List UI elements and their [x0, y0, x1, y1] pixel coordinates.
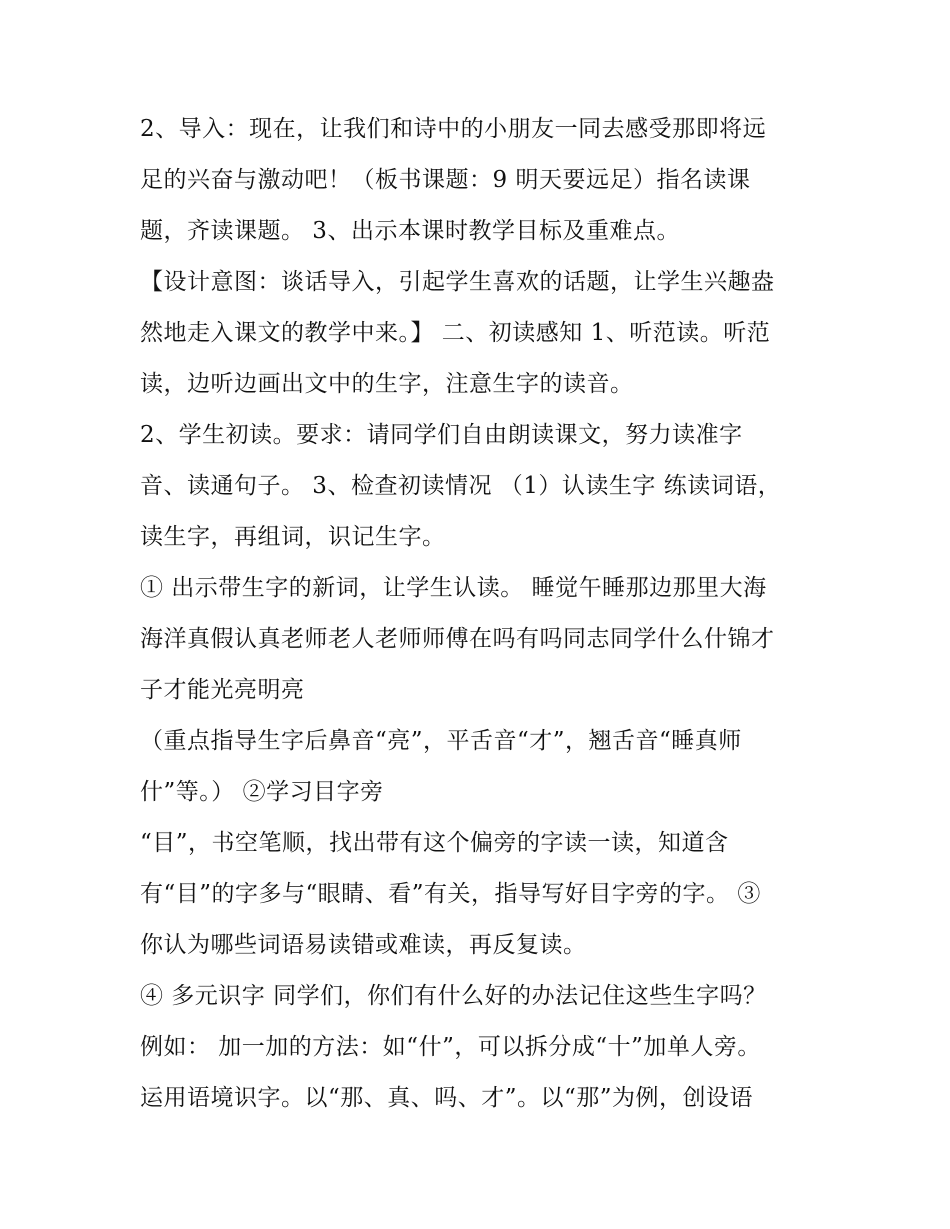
text-line: 例如： 加一加的方法：如“什”，可以拆分成“十”加单人旁。 — [140, 1034, 761, 1060]
text-line: 海洋真假认真老师老人老师师傅在吗有吗同志同学什么什锦才 — [140, 626, 775, 652]
text-line: 足的兴奋与激动吧！（板书课题：9 明天要远足）指名读课 — [140, 167, 751, 193]
text-line: ④ 多元识字 同学们，你们有什么好的办法记住这些生字吗？ — [140, 983, 767, 1009]
text-line: 运用语境识字。以“那、真、吗、才”。以“那”为例，创设语 — [140, 1085, 754, 1111]
text-line: 你认为哪些词语易读错或难读，再反复读。 — [140, 932, 587, 958]
text-line: 读生字，再组词，识记生字。 — [140, 524, 446, 550]
text-line: 【设计意图：谈话导入，引起学生喜欢的话题，让学生兴趣盎 — [140, 269, 775, 295]
text-line: 2、学生初读。要求：请同学们自由朗读课文，努力读准字 — [140, 422, 743, 448]
text-line: 什”等。） ②学习目字旁 — [140, 779, 384, 805]
text-line: 子才能光亮明亮 — [140, 677, 305, 703]
text-line: ① 出示带生字的新词，让学生认读。 睡觉午睡那边那里大海 — [140, 575, 767, 601]
text-line: 题，齐读课题。 3、出示本课时教学目标及重难点。 — [140, 218, 680, 244]
text-line: 读，边听边画出文中的生字，注意生字的读音。 — [140, 371, 634, 397]
text-line: 有“目”的字多与“眼睛、看”有关，指导写好目字旁的字。 ③ — [140, 881, 761, 907]
text-line: 音、读通句子。 3、检查初读情况 （1）认读生字 练读词语， — [140, 473, 782, 499]
text-line: 2、导入：现在，让我们和诗中的小朋友一同去感受那即将远 — [140, 116, 767, 142]
text-line: 然地走入课文的教学中来。】 二、初读感知 1、听范读。听范 — [140, 320, 771, 346]
document-body — [140, 104, 820, 1124]
text-line: “目”，书空笔顺，找出带有这个偏旁的字读一读，知道含 — [140, 830, 729, 856]
text-line: （重点指导生字后鼻音“亮”，平舌音“才”，翘舌音“睡真师 — [140, 728, 742, 754]
